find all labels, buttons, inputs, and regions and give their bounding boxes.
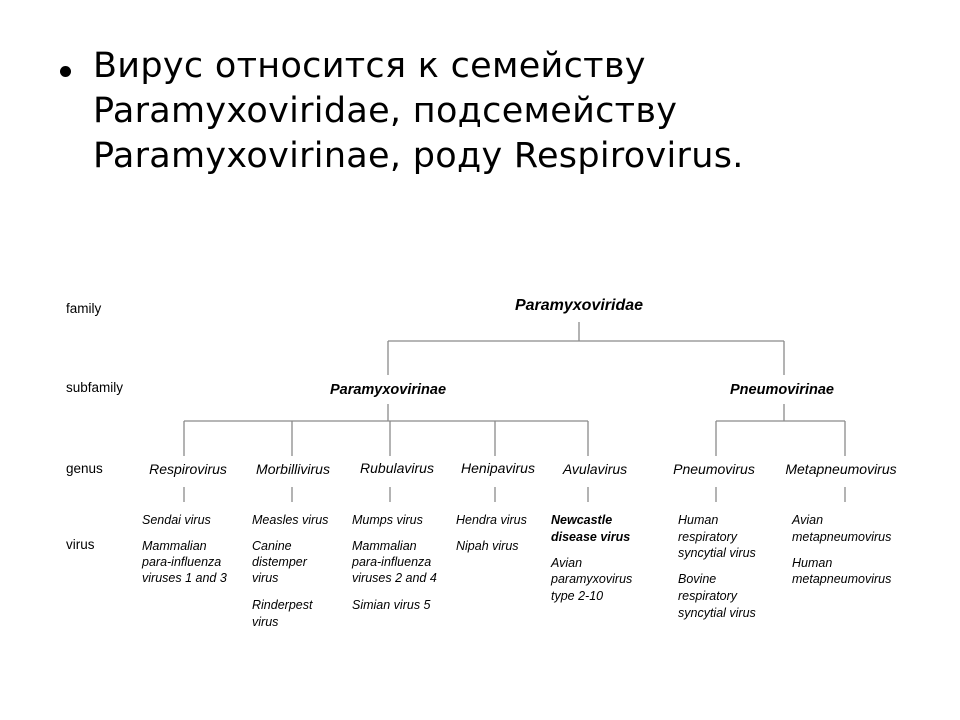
genus-node-rubulavirus: Rubulavirus <box>360 460 434 476</box>
genus-node-pneumovirus: Pneumovirus <box>673 461 755 477</box>
subfamily-node-pneumovirinae: Pneumovirinae <box>730 382 834 398</box>
virus-entry-highlighted: Newcastle <box>551 513 613 527</box>
genus-connectors <box>184 487 845 502</box>
virus-entry: Mammalian <box>352 539 417 553</box>
virus-entry: metapneumovirus <box>792 530 892 544</box>
virus-list-pneumovirus <box>678 513 756 620</box>
genus-node-morbillivirus: Morbillivirus <box>256 461 330 477</box>
level-label-virus: virus <box>66 537 95 552</box>
virus-entry: Human <box>792 556 833 570</box>
bullet-line-1: Вирус относится к семейству <box>93 46 646 86</box>
level-label-family: family <box>66 301 102 316</box>
virus-entry: Avian <box>792 513 824 527</box>
virus-entry: type 2-10 <box>551 589 604 603</box>
subfamily-node-paramyxovirinae: Paramyxovirinae <box>329 382 447 398</box>
virus-entry: respiratory <box>678 530 738 544</box>
virus-entry-highlighted: disease virus <box>551 530 631 544</box>
virus-entry: virus <box>252 615 279 629</box>
virus-list-respirovirus <box>141 513 227 585</box>
virus-list-metapneumovirus <box>791 513 891 586</box>
virus-entry: Mammalian <box>142 539 207 553</box>
virus-entry: syncytial virus <box>678 606 756 620</box>
virus-entry: syncytial virus <box>678 546 756 560</box>
virus-entry: Bovine <box>678 572 717 586</box>
virus-list-morbillivirus <box>252 513 328 629</box>
virus-entry: Hendra virus <box>456 513 527 527</box>
genus-node-respirovirus: Respirovirus <box>149 461 227 477</box>
bullet-line-2: Paramyxoviridae, подсемейству <box>93 91 678 131</box>
virus-entry: Measles virus <box>252 513 329 527</box>
family-node: Paramyxoviridae <box>514 297 644 314</box>
genus-node-henipavirus: Henipavirus <box>461 460 535 476</box>
genus-node-avulavirus: Avulavirus <box>562 461 628 477</box>
subfamily-connectors <box>184 404 845 456</box>
virus-entry: paramyxovirus <box>551 572 633 586</box>
virus-entry: virus <box>252 571 279 585</box>
level-label-subfamily: subfamily <box>66 380 124 395</box>
virus-entry: Sendai virus <box>142 513 211 527</box>
virus-entry: distemper <box>252 555 307 569</box>
virus-entry: metapneumovirus <box>792 572 892 586</box>
virus-entry: Simian virus 5 <box>352 598 431 612</box>
genus-node-metapneumovirus: Metapneumovirus <box>785 461 897 477</box>
virus-entry: para-influenza <box>352 555 432 569</box>
virus-entry: viruses 1 and 3 <box>142 571 227 585</box>
virus-entry: viruses 2 and 4 <box>352 571 437 585</box>
virus-list-henipavirus <box>456 513 527 553</box>
virus-entry: Avian <box>551 556 583 570</box>
virus-entry: Human <box>678 513 719 527</box>
virus-list-avulavirus <box>550 513 632 603</box>
virus-entry: Canine <box>252 539 292 553</box>
virus-entry: para-influenza <box>142 555 222 569</box>
family-connectors <box>388 322 784 375</box>
virus-entry: Nipah virus <box>456 539 519 553</box>
virus-list-rubulavirus <box>351 513 437 612</box>
virus-entry: Mumps virus <box>352 513 423 527</box>
virus-entry: Rinderpest <box>252 598 313 612</box>
bullet-line-3: Paramyxovirinae, роду Respirovirus. <box>93 136 744 176</box>
level-label-genus: genus <box>66 461 103 476</box>
virus-entry: respiratory <box>678 589 738 603</box>
